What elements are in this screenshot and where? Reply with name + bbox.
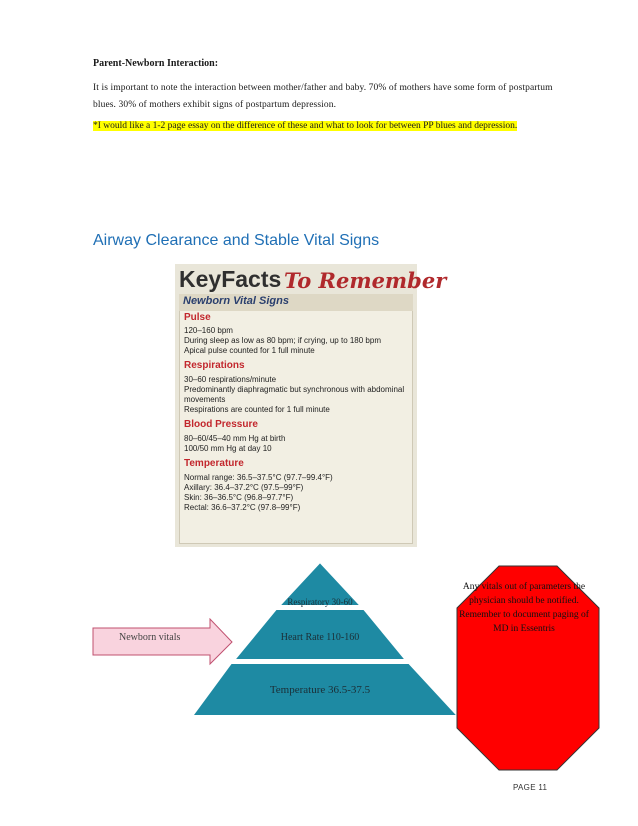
arrow-label: Newborn vitals [119, 632, 181, 643]
page-number: PAGE 11 [513, 783, 548, 792]
section-heading: Parent-Newborn Interaction: [93, 58, 219, 69]
blood-pressure-line: 100/50 mm Hg at day 10 [184, 444, 272, 453]
pulse-line: 120–160 bpm [184, 326, 233, 335]
blood-pressure-line: 80–60/45–40 mm Hg at birth [184, 434, 286, 443]
keyfacts-remember-title: To Remember [284, 268, 447, 293]
highlighted-note-text: *I would like a 1-2 page essay on the difference of these and what to look for between PP blues and depression. [93, 121, 518, 131]
highlighted-note [93, 118, 553, 135]
respirations-line: Respirations are counted for 1 full minute [184, 405, 330, 414]
pyramid-middle-label: Heart Rate 110-160 [280, 632, 360, 643]
body-paragraph: It is important to note the interaction between mother/father and baby. 70% of mothers have some form of postpartum blues. 30% of mothers exhibit signs of postpartum depression. [93, 83, 553, 110]
keyfacts-title: KeyFacts [179, 266, 282, 292]
octagon-text: Any vitals out of parameters the physician should be notified. Remember to document paging of MD in Essentris [459, 582, 589, 634]
pulse-line: Apical pulse counted for 1 full minute [184, 346, 315, 355]
respirations-line: 30–60 respirations/minute [184, 375, 277, 384]
temperature-line: Rectal: 36.6–37.2°C (97.8–99°F) [184, 503, 301, 512]
temperature-heading: Temperature [184, 458, 244, 469]
pyramid-top-label: Respiratory 30-60 [287, 597, 353, 607]
respirations-heading: Respirations [184, 360, 245, 371]
pulse-heading: Pulse [184, 312, 211, 323]
blood-pressure-heading: Blood Pressure [184, 419, 258, 430]
keyfacts-subtitle: Newborn Vital Signs [183, 295, 289, 307]
pyramid-bottom-label: Temperature 36.5-37.5 [269, 684, 371, 696]
pulse-line: During sleep as low as 80 bpm; if crying, up to 180 bpm [184, 336, 381, 345]
temperature-line: Normal range: 36.5–37.5°C (97.7–99.4°F) [184, 473, 333, 482]
temperature-line: Axillary: 36.4–37.2°C (97.5–99°F) [184, 483, 304, 492]
respirations-line: movements [184, 395, 226, 404]
respirations-line: Predominantly diaphragmatic but synchronous with abdominal [184, 385, 405, 394]
section-title: Airway Clearance and Stable Vital Signs [93, 232, 380, 249]
temperature-line: Skin: 36–36.5°C (96.8–97.7°F) [184, 493, 294, 502]
